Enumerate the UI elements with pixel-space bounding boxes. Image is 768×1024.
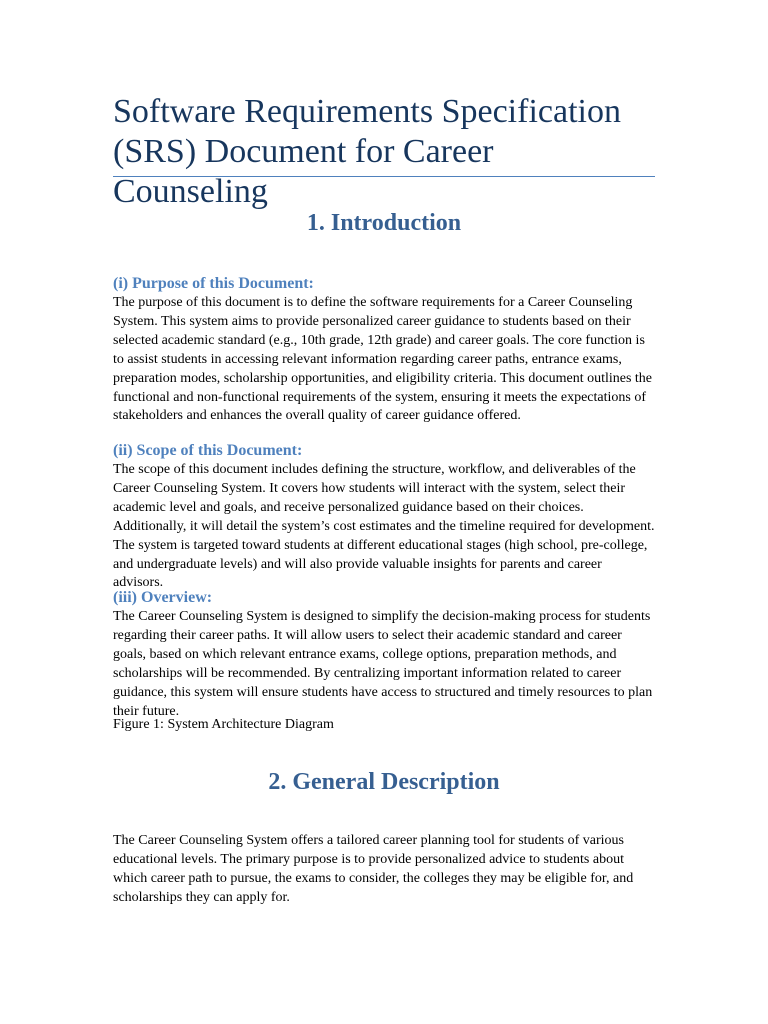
subsection-heading-purpose: (i) Purpose of this Document: <box>113 275 314 292</box>
paragraph-overview: The Career Counseling System is designed to simplify the decision-making process for students regarding their career paths. It will allow users to select their academic standard and career goals, based on which relevant entrance exams, college options, preparation methods, and scholarships will be recommended. By centralizing important information related to career guidance, this system will ensure students have access to structured and timely resources to plan their future. <box>113 609 653 719</box>
document-title: Software Requirements Specification (SRS) Document for Career Counseling <box>113 93 621 210</box>
title-divider <box>113 176 655 177</box>
subsection-heading-overview: (iii) Overview: <box>113 589 213 606</box>
paragraph-scope: The scope of this document includes defining the structure, workflow, and deliverables of the Career Counseling System. It covers how students will interact with the system, select their academic level and goals, and receive personalized guidance based on their choices. Additionally, it will detail the system’s cost estimates and the timeline required for development. The system is targeted toward students at different educational stages (high school, pre-college, and undergraduate levels) and will also provide valuable insights for parents and career advisors. <box>113 462 655 591</box>
paragraph-general-description: The Career Counseling System offers a tailored career planning tool for students of various educational levels. The primary purpose is to provide personalized advice to students about which career path to pursue, the exams to consider, the colleges they may be eligible for, and scholarships they can apply for. <box>113 833 634 905</box>
section-heading-general-description: 2. General Description <box>268 769 500 795</box>
section-heading-introduction: 1. Introduction <box>306 210 462 236</box>
paragraph-purpose: The purpose of this document is to define the software requirements for a Career Counseling System. This system aims to provide personalized career guidance to students based on their selected academic standard (e.g., 10th grade, 12th grade) and career goals. The core function is to assist students in accessing relevant information regarding career paths, entrance exams, preparation modes, scholarship opportunities, and eligibility criteria. This document outlines the functional and non-functional requirements of the system, ensuring it meets the expectations of stakeholders and enhances the overall quality of career guidance offered. <box>113 295 653 424</box>
subsection-heading-scope: (ii) Scope of this Document: <box>113 442 303 459</box>
figure-caption: Figure 1: System Architecture Diagram <box>113 717 334 732</box>
